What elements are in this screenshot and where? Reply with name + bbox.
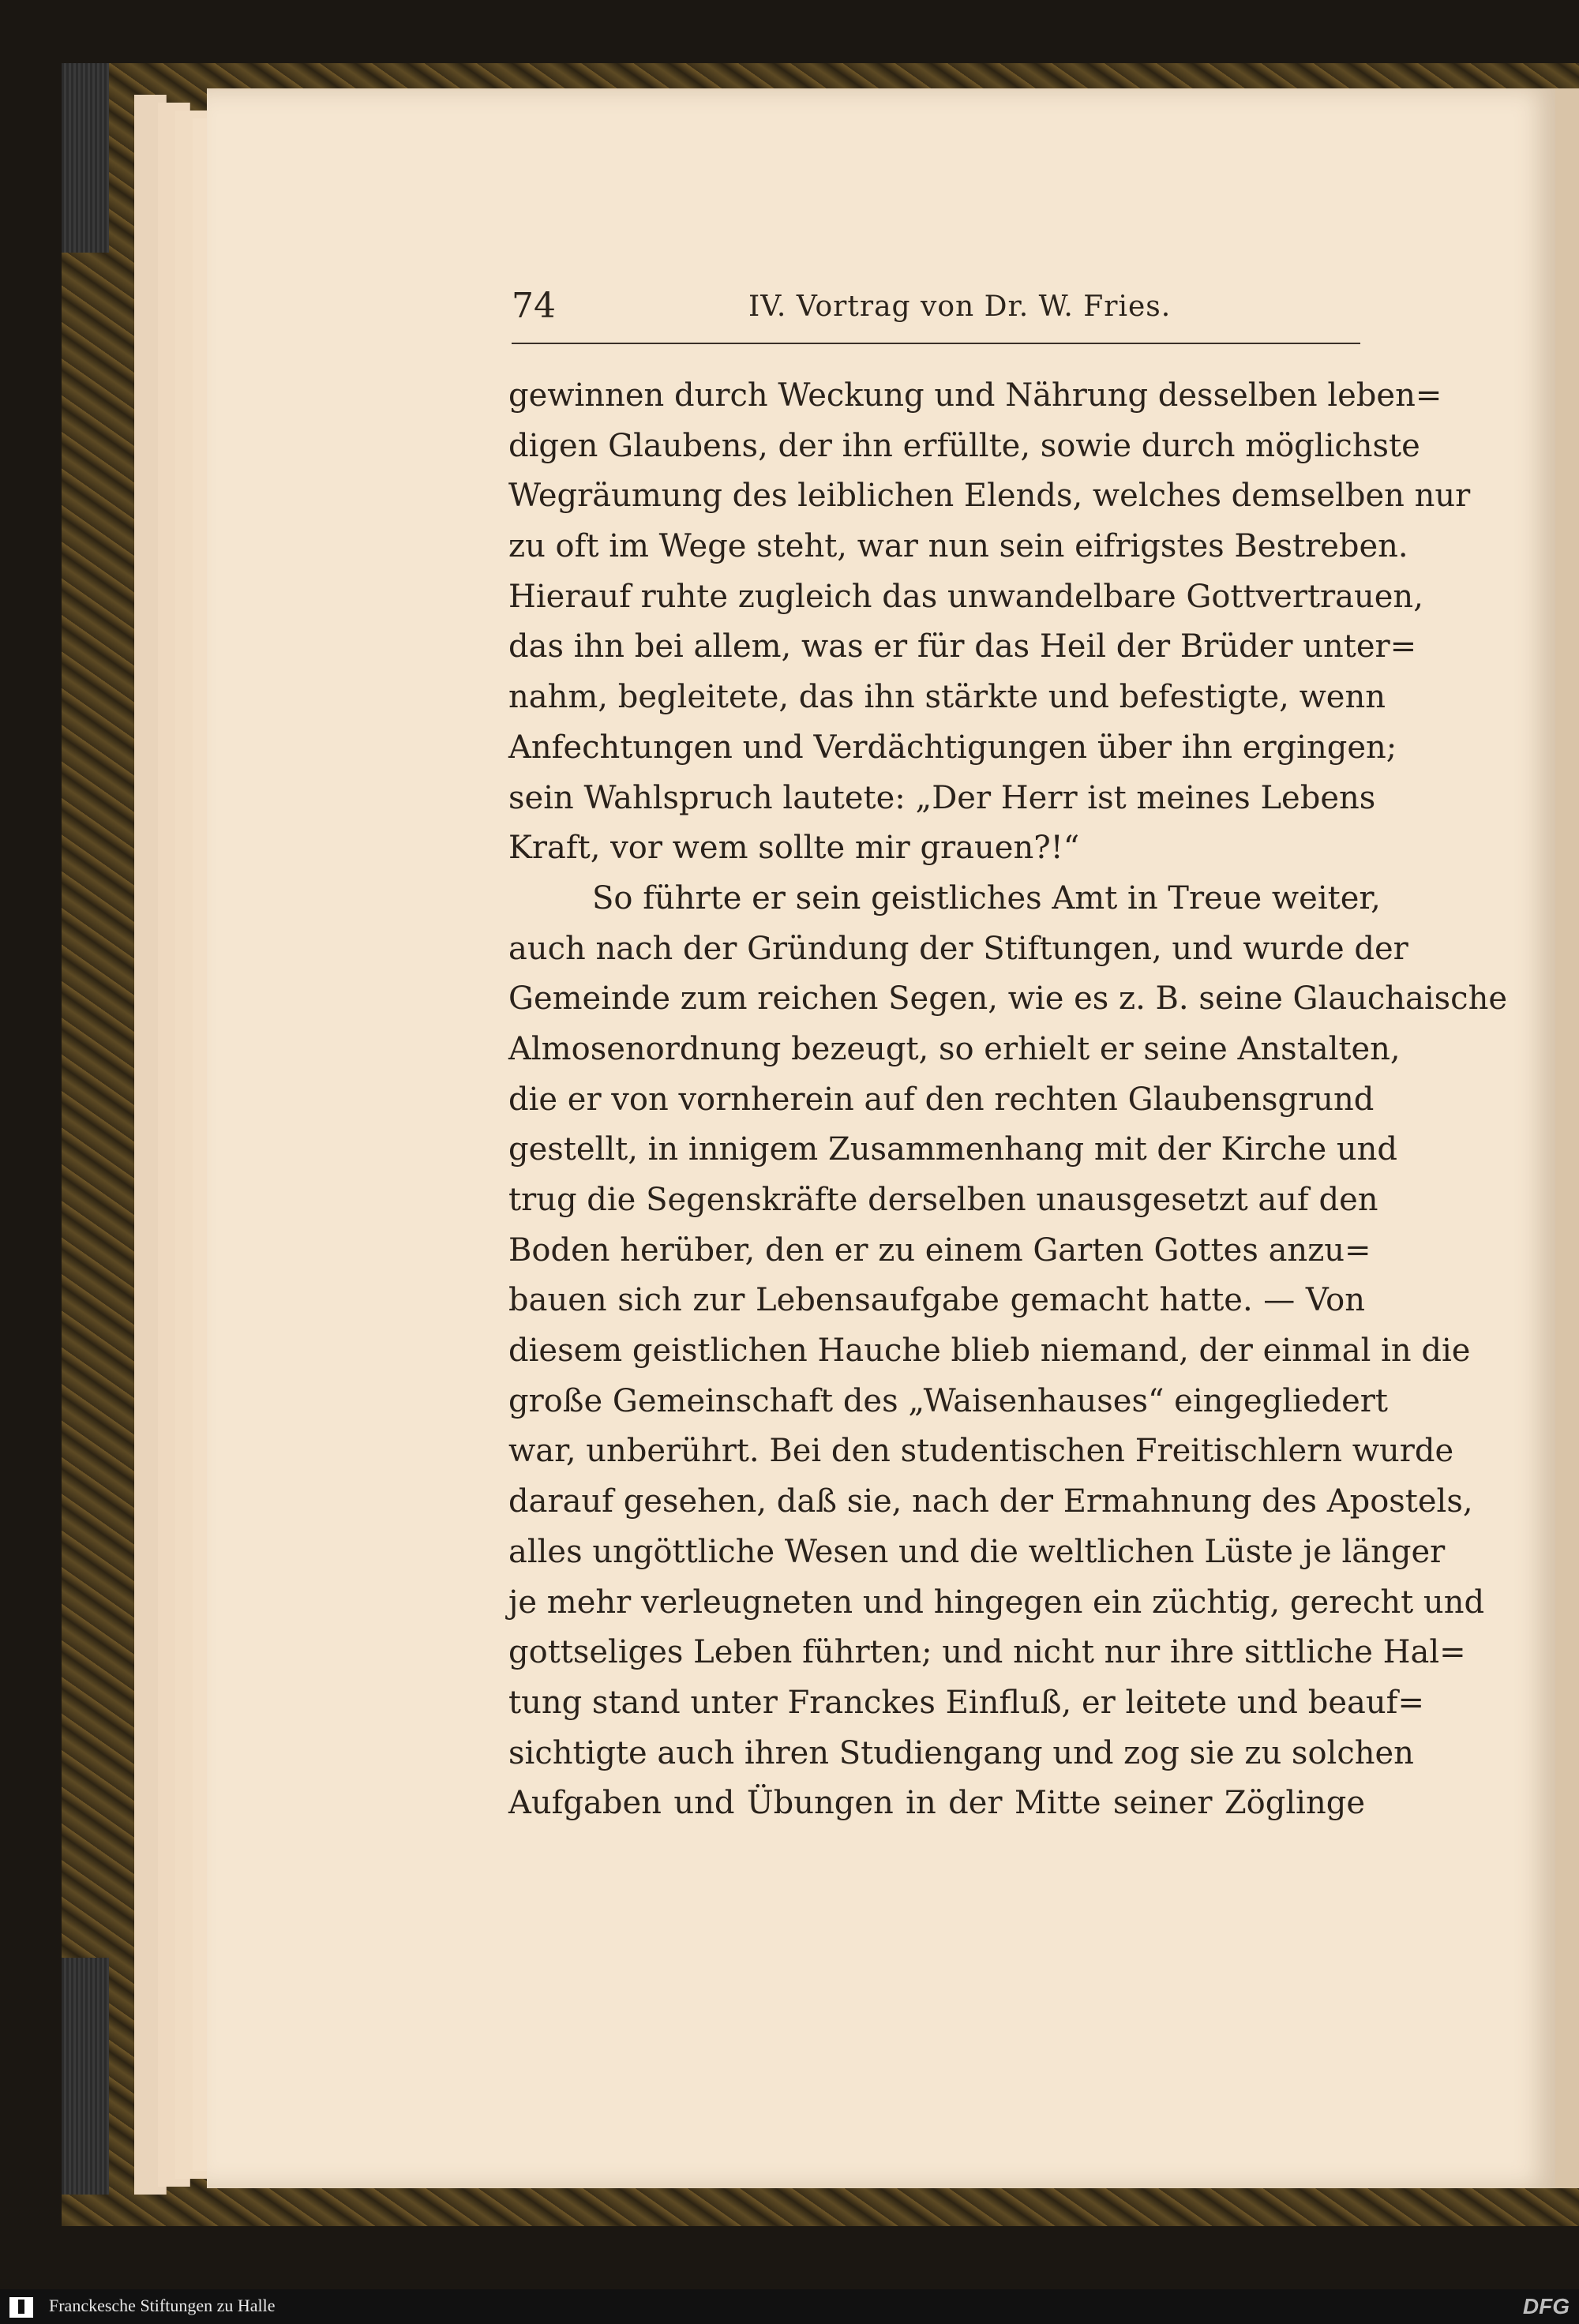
- text-line: war, unberührt. Bei den studentischen Freitischlern wurde: [508, 1433, 1454, 1470]
- text-line: sein Wahlspruch lautete: „Der Herr ist meines Lebens: [508, 779, 1376, 816]
- running-head: IV. Vortrag von Dr. W. Fries.: [748, 290, 1172, 323]
- text-line: Almosenordnung bezeugt, so erhielt er seine Anstalten,: [508, 1030, 1401, 1067]
- text-line: nahm, begleitete, das ihn stärkte und befestigte, wenn: [508, 679, 1386, 716]
- text-line: tung stand unter Franckes Einfluß, er leitete und beauf=: [508, 1684, 1424, 1721]
- text-line: die er von vornherein auf den rechten Glaubensgrund: [508, 1081, 1375, 1118]
- text-line: zu oft im Wege steht, war nun sein eifrigstes Bestreben.: [508, 528, 1408, 565]
- text-line: sichtigte auch ihren Studiengang und zog sie zu solchen: [508, 1734, 1414, 1771]
- page-number: 74: [512, 286, 556, 326]
- body-text: [508, 371, 1508, 1829]
- text-line: diesem geistlichen Hauche blieb niemand, der einmal in die: [508, 1333, 1471, 1370]
- text-line: auch nach der Gründung der Stiftungen, und wurde der: [508, 930, 1408, 967]
- text-line: Boden herüber, den er zu einem Garten Gottes anzu=: [508, 1231, 1371, 1269]
- text-line: So führte er sein geistliches Amt in Treue weiter,: [592, 879, 1381, 916]
- text-line: Kraft, vor wem sollte mir grauen?!“: [508, 830, 1080, 867]
- text-line: gottseliges Leben führten; und nicht nur ihre sittliche Hal=: [508, 1634, 1466, 1671]
- text-line: Hierauf ruhte zugleich das unwandelbare Gottvertrauen,: [508, 578, 1423, 615]
- text-line: bauen sich zur Lebensaufgabe gemacht hatte. — Von: [508, 1282, 1365, 1319]
- text-line: digen Glaubens, der ihn erfüllte, sowie durch möglichste: [508, 427, 1420, 464]
- spine-band-bottom: [62, 1958, 109, 2195]
- text-line: große Gemeinschaft des „Waisenhauses“ eingegliedert: [508, 1382, 1388, 1419]
- text-line: trug die Segenskräfte derselben unausgesetzt auf den: [508, 1182, 1378, 1218]
- text-line: gewinnen durch Weckung und Nährung desselben leben=: [508, 377, 1442, 414]
- text-line: Aufgaben und Übungen in der Mitte seiner Zöglinge: [508, 1785, 1365, 1822]
- institution-name: Franckesche Stiftungen zu Halle: [49, 2296, 276, 2315]
- spine-band-top: [62, 63, 109, 253]
- text-line: je mehr verleugneten und hingegen ein züchtig, gerecht und: [508, 1584, 1485, 1621]
- text-line: Wegräumung des leiblichen Elends, welches demselben nur: [508, 478, 1471, 515]
- text-line: das ihn bei allem, was er für das Heil der Brüder unter=: [508, 628, 1417, 665]
- text-line: alles ungöttliche Wesen und die weltlichen Lüste je länger: [508, 1533, 1446, 1570]
- header-rule: [512, 343, 1360, 344]
- text-line: Anfechtungen und Verdächtigungen über ihn ergingen;: [508, 729, 1397, 766]
- dfg-logo: DFG: [1522, 2294, 1570, 2318]
- institution-logo-icon: [9, 2297, 33, 2318]
- page-header: [512, 286, 1360, 341]
- footer-bar: [0, 2289, 1579, 2324]
- text-line: darauf gesehen, daß sie, nach der Ermahnung des Apostels,: [508, 1483, 1473, 1520]
- text-line: gestellt, in innigem Zusammenhang mit der Kirche und: [508, 1131, 1397, 1168]
- text-line: Gemeinde zum reichen Segen, wie es z. B. seine Glauchaische: [508, 980, 1508, 1018]
